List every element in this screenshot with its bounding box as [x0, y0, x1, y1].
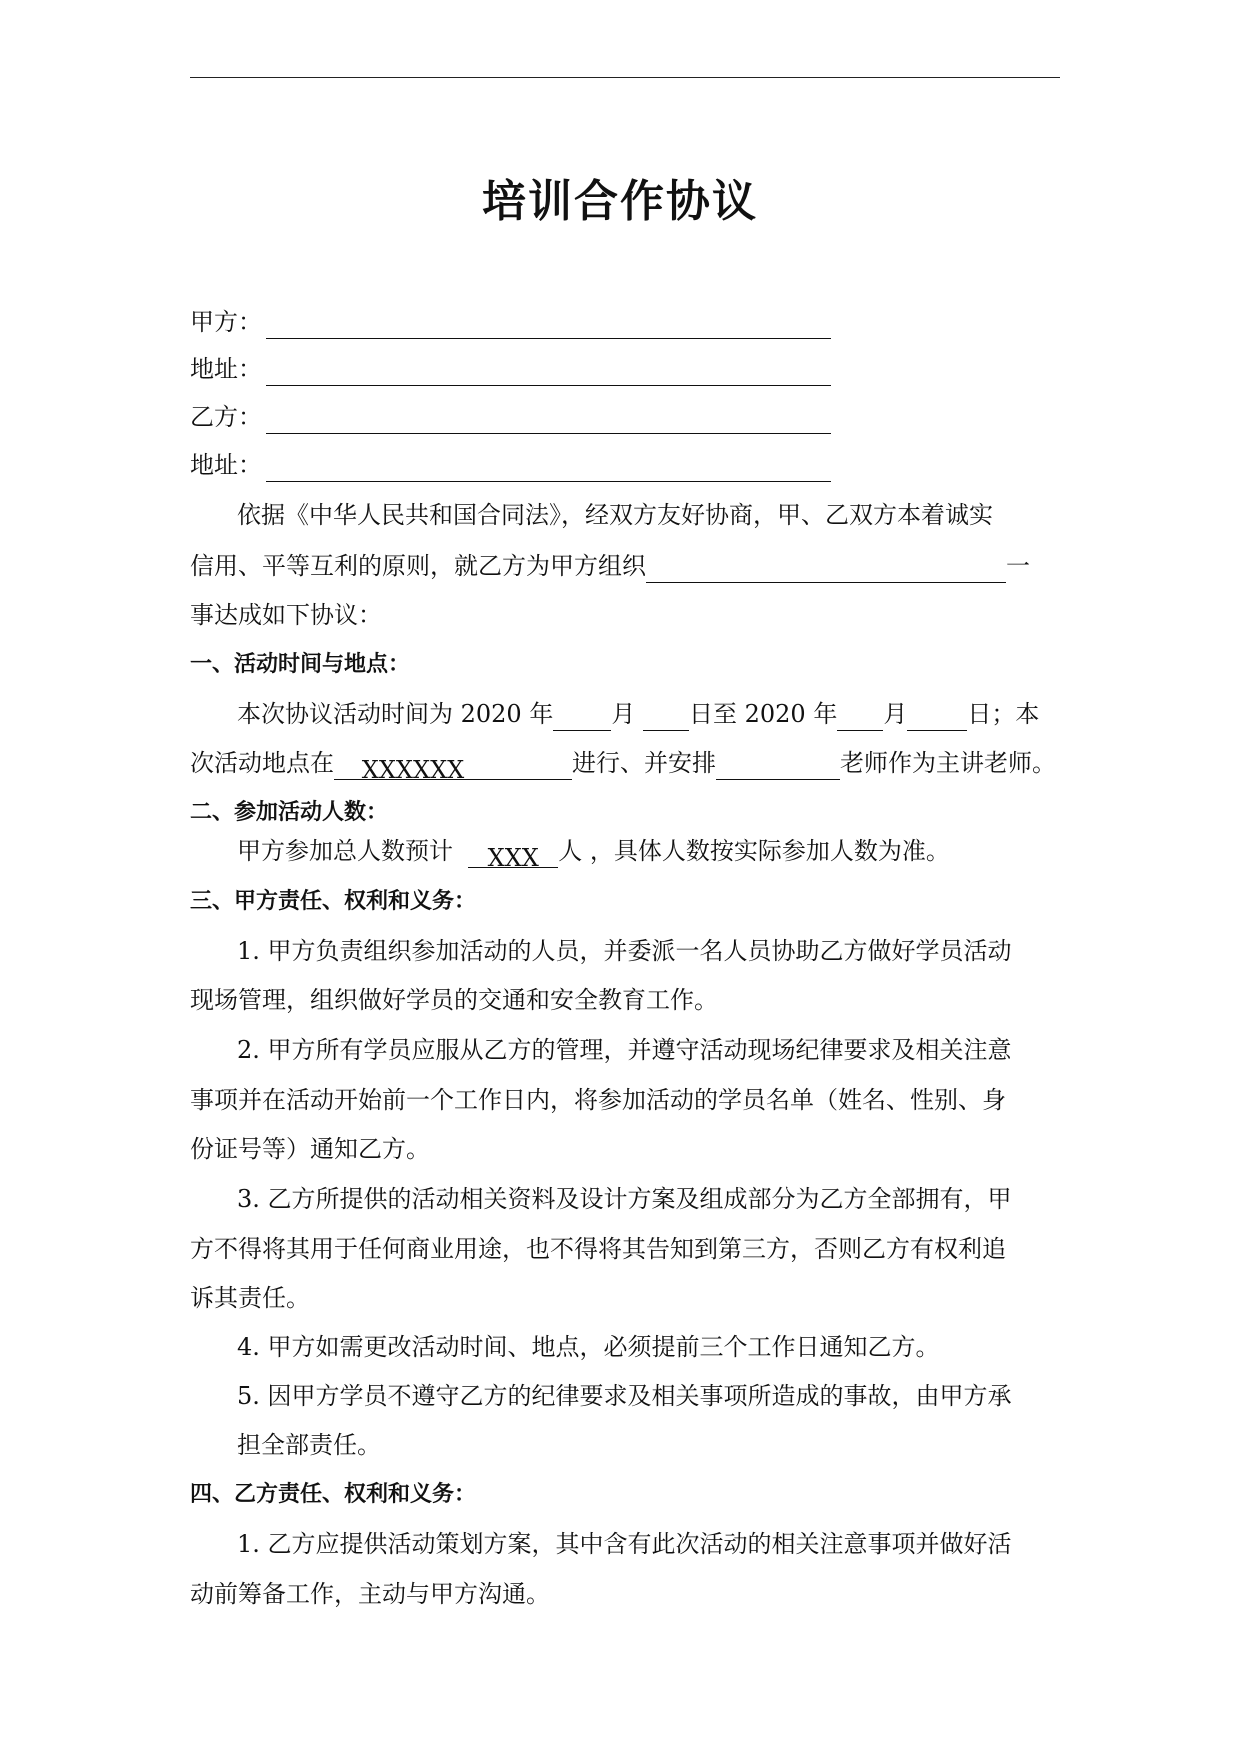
section-1-line-1	[237, 697, 1039, 731]
section-3-item-3-line-1: 3. 乙方所提供的活动相关资料及设计方案及组成部分为乙方全部拥有，甲	[237, 1185, 1012, 1213]
count-blank[interactable]	[468, 841, 558, 872]
party-b-address-blank[interactable]	[266, 459, 831, 482]
section-3-item-3-line-2: 方不得将其用于任何商业用途，也不得将其告知到第三方，否则乙方有权利追	[190, 1235, 1006, 1263]
section-1-heading: 一、活动时间与地点：	[190, 652, 411, 677]
party-b-address-label: 地址：	[190, 451, 262, 479]
start-day-blank[interactable]	[643, 704, 689, 731]
intro-line-2-text: 信用、平等互利的原则，就乙方为甲方组织	[190, 552, 646, 580]
time-text-b: 月	[611, 700, 636, 728]
section-3-item-2-line-3: 份证号等）通知乙方。	[190, 1135, 430, 1163]
party-a-address-blank[interactable]	[266, 363, 831, 386]
intro-line-2	[190, 549, 1030, 583]
end-month-blank[interactable]	[837, 704, 883, 731]
location-value: XXXXXX	[361, 756, 465, 784]
time-text-c: 日至 2020 年	[688, 700, 838, 728]
count-value: XXX	[487, 844, 539, 872]
location-text-c: 老师作为主讲老师。	[840, 749, 1056, 777]
start-month-blank[interactable]	[553, 704, 611, 731]
party-b-address-field	[190, 448, 831, 482]
intro-line-3: 事达成如下协议：	[190, 601, 382, 629]
party-a-address-field	[190, 352, 831, 386]
location-blank[interactable]	[334, 753, 572, 784]
count-text-a: 甲方参加总人数预计	[237, 837, 453, 865]
section-2-heading: 二、参加活动人数：	[190, 800, 389, 825]
teacher-blank[interactable]	[716, 753, 840, 780]
document-title: 培训合作协议	[482, 176, 758, 227]
section-3-item-3-line-3: 诉其责任。	[190, 1284, 310, 1312]
section-3-item-5-line-1: 5. 因甲方学员不遵守乙方的纪律要求及相关事项所造成的事故，由甲方承	[237, 1382, 1012, 1410]
party-a-field	[190, 305, 831, 339]
intro-line-2-end: 一	[1006, 552, 1030, 580]
party-b-field	[190, 400, 831, 434]
section-3-item-1-line-2: 现场管理，组织做好学员的交通和安全教育工作。	[190, 986, 718, 1014]
section-3-item-5-line-2: 担全部责任。	[237, 1431, 381, 1459]
party-b-label: 乙方：	[190, 403, 262, 431]
section-3-item-2-line-1: 2. 甲方所有学员应服从乙方的管理，并遵守活动现场纪律要求及相关注意	[237, 1036, 1012, 1064]
party-a-blank[interactable]	[266, 316, 831, 339]
time-text-d: 月	[883, 700, 908, 728]
party-a-address-label: 地址：	[190, 355, 262, 383]
section-4-item-1-line-1: 1. 乙方应提供活动策划方案，其中含有此次活动的相关注意事项并做好活	[237, 1530, 1012, 1558]
section-3-item-1-line-1: 1. 甲方负责组织参加活动的人员，并委派一名人员协助乙方做好学员活动	[237, 937, 1012, 965]
section-4-item-1-line-2: 动前筹备工作，主动与甲方沟通。	[190, 1580, 550, 1608]
party-a-label: 甲方：	[190, 308, 262, 336]
activity-name-blank[interactable]	[646, 556, 1006, 583]
end-day-blank[interactable]	[907, 704, 967, 731]
section-3-item-2-line-2: 事项并在活动开始前一个工作日内，将参加活动的学员名单（姓名、性别、身	[190, 1086, 1006, 1114]
time-text-e: 日；本	[967, 700, 1040, 728]
party-b-blank[interactable]	[266, 411, 831, 434]
time-text-a: 本次协议活动时间为 2020 年	[237, 700, 554, 728]
header-rule	[190, 77, 1060, 78]
section-3-heading: 三、甲方责任、权利和义务：	[190, 889, 477, 914]
location-text-b: 进行、并安排	[572, 749, 716, 777]
section-1-line-2	[190, 746, 1056, 784]
location-text-a: 次活动地点在	[190, 749, 334, 777]
count-text-b: 人 ，具体人数按实际参加人数为准。	[558, 837, 950, 865]
intro-line-1: 依据《中华人民共和国合同法》，经双方友好协商，甲、乙双方本着诚实	[237, 501, 993, 529]
section-4-heading: 四、乙方责任、权利和义务：	[190, 1482, 477, 1507]
section-3-item-4-line-1: 4. 甲方如需更改活动时间、地点，必须提前三个工作日通知乙方。	[237, 1333, 940, 1361]
section-2-line	[237, 834, 950, 872]
